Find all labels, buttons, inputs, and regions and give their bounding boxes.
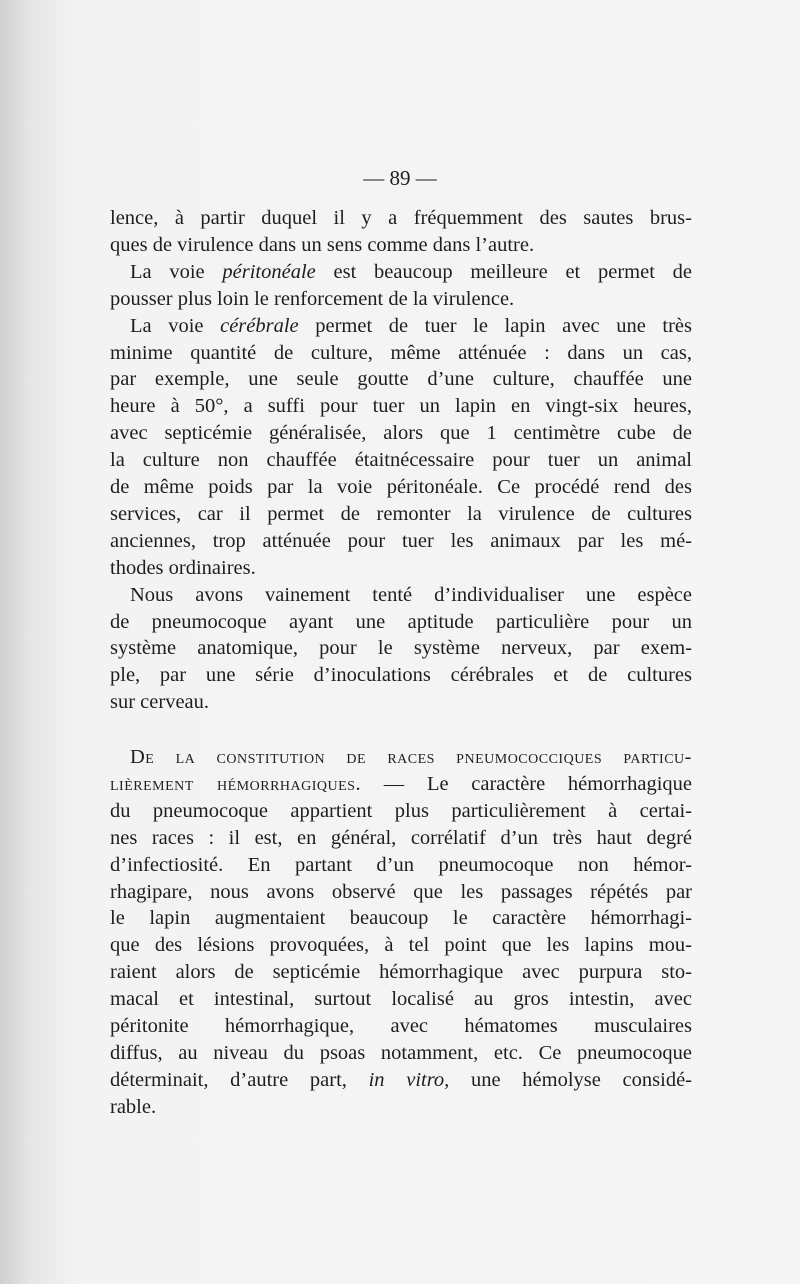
text-segment: la culture non chauffée étaitnécessaire pour tuer un animal <box>110 449 692 472</box>
text-line <box>110 286 692 312</box>
text-segment: thodes ordinaires. <box>110 556 256 579</box>
text-line <box>110 798 692 824</box>
text-segment: système anatomique, pour le système nerveux, par exem- <box>110 637 692 660</box>
text-segment: du pneumocoque appartient plus particulièrement à certai- <box>110 799 692 822</box>
text-segment: Nous avons vainement tenté d’individualiser une espèce <box>130 583 692 606</box>
text-line <box>110 393 692 419</box>
text-line <box>110 501 692 527</box>
text-line <box>110 232 692 258</box>
text-line <box>110 879 692 905</box>
text-line <box>110 340 692 366</box>
text-segment: — Le caractère hémorrhagique <box>361 772 693 795</box>
text-segment: que des lésions provoquées, à tel point que les lapins mou- <box>110 934 692 957</box>
text-line <box>110 1013 692 1039</box>
text-line <box>110 555 692 581</box>
text-segment: rhagipare, nous avons observé que les passages répétés par <box>110 880 692 903</box>
text-segment: déterminait, d’autre part, <box>110 1068 369 1091</box>
italic-text: cérébrale <box>220 314 299 337</box>
text-segment: La voie <box>130 314 221 337</box>
text-line <box>110 1040 692 1066</box>
italic-text: in vitro, <box>368 1068 450 1091</box>
text-segment: La voie <box>130 260 223 283</box>
text-segment: est beaucoup meilleure et permet de <box>315 260 692 283</box>
text-segment: de même poids par la voie péritonéale. Ce procédé rend des <box>110 476 692 498</box>
text-segment: pousser plus loin le renforcement de la virulence. <box>110 287 515 310</box>
section-heading: De la constitution de races pneumococciques particu- <box>130 746 692 768</box>
italic-text: péritonéale <box>222 260 316 283</box>
text-line <box>110 366 692 392</box>
text-line <box>130 744 692 770</box>
text-line <box>110 771 692 797</box>
text-segment: d’infectiosité. En partant d’un pneumocoque non hémor- <box>110 853 692 876</box>
text-segment: lence, à partir duquel il y a fréquemment des sautes brus- <box>110 207 692 229</box>
page-number: — 89 — <box>363 166 437 190</box>
text-line <box>110 205 692 231</box>
text-segment: raient alors de septicémie hémorrhagique avec purpura sto- <box>110 961 692 984</box>
text-segment: avec septicémie généralisée, alors que 1 centimètre cube de <box>110 422 692 445</box>
text-segment: anciennes, trop atténuée pour tuer les animaux par les mé- <box>110 529 692 552</box>
text-segment: ple, par une série d’inoculations cérébrales et de cultures <box>110 664 692 687</box>
text-line <box>110 420 692 446</box>
text-segment: services, car il permet de remonter la virulence de cultures <box>110 502 692 525</box>
text-line <box>110 959 692 985</box>
section-heading: lièrement hémorrhagiques. <box>110 772 362 795</box>
text-segment: nes races : il est, en général, corrélatif d’un très haut degré <box>110 826 692 849</box>
text-line <box>110 1094 692 1120</box>
text-line <box>110 662 692 688</box>
text-line <box>110 825 692 851</box>
text-segment: permet de tuer le lapin avec une très <box>298 314 692 337</box>
text-segment: le lapin augmentaient beaucoup le caractère hémorrhagi- <box>110 907 692 930</box>
text-segment: par exemple, une seule goutte d’une culture, chauffée une <box>110 368 692 391</box>
text-line <box>110 905 692 931</box>
text-segment: rable. <box>110 1095 157 1118</box>
text-segment: péritonite hémorrhagique, avec hématomes musculaires <box>110 1015 692 1037</box>
text-segment: heure à 50°, a suffi pour tuer un lapin en vingt-six heures, <box>110 395 692 418</box>
text-line <box>110 932 692 958</box>
text-segment: une hémolyse considé- <box>449 1068 692 1091</box>
text-segment: ques de virulence dans un sens comme dans l’autre. <box>110 233 535 256</box>
text-segment: minime quantité de culture, même atténuée : dans un cas, <box>110 341 692 364</box>
text-line <box>110 609 692 635</box>
text-line <box>110 986 692 1012</box>
text-segment: macal et intestinal, surtout localisé au gros intestin, avec <box>110 988 692 1011</box>
text-line <box>110 528 692 554</box>
text-segment: diffus, au niveau du psoas notamment, etc. Ce pneumocoque <box>110 1041 692 1064</box>
text-line <box>110 474 692 500</box>
text-line <box>130 582 692 608</box>
text-line <box>110 447 692 473</box>
text-line <box>130 313 692 339</box>
text-line <box>110 852 692 878</box>
text-line <box>110 1067 692 1093</box>
text-line <box>110 689 692 715</box>
text-segment: sur cerveau. <box>110 691 210 714</box>
text-line <box>110 635 692 661</box>
text-line <box>130 259 692 285</box>
text-segment: de pneumocoque ayant une aptitude particulière pour un <box>110 610 692 633</box>
